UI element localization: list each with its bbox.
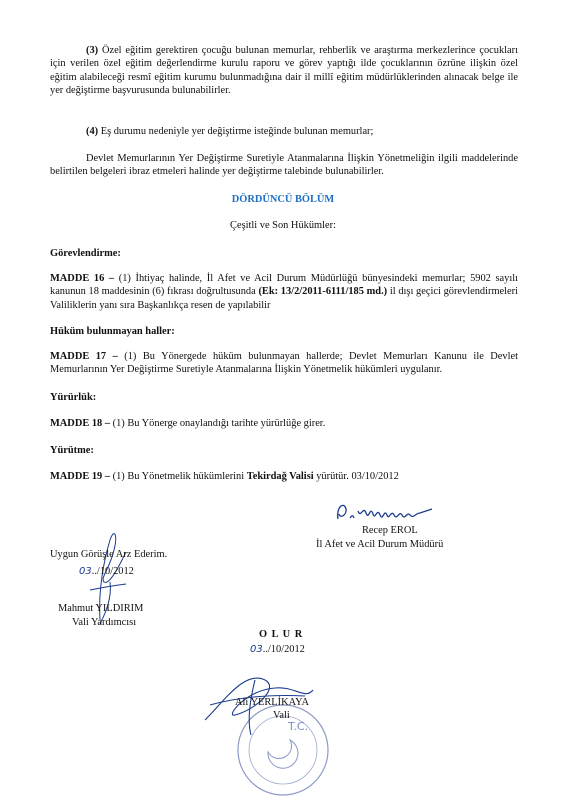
paragraph-5 — [50, 152, 518, 179]
article-16-text: (1) İhtiyaç halinde, İl Afet ve Acil Durum Müdürlüğü bünyesindeki memurlar; 5902 sayılı kanunun 18 maddesinin (6) fıkrası doğrultusunda — [50, 273, 519, 298]
para4-number: (4) — [86, 126, 99, 137]
article-18 — [50, 417, 518, 430]
yurutme-heading: Yürütme: — [50, 445, 94, 456]
paragraph-3 — [50, 44, 518, 97]
signer2-date-handwritten: 03 — [79, 566, 92, 577]
article-16 — [50, 272, 518, 312]
signer1-name: Recep EROL — [362, 525, 418, 536]
article-17-text: (1) Bu Yönergede hüküm bulunmayan hallerde; Devlet Memurları Kanunu ile Devlet Memurlarının Yer Değiştirme Suretiyle Atanmalarına İlişkin Yönetmelik hükümleri uygulanır. — [50, 351, 518, 376]
stamp-text: T.C. — [288, 720, 309, 733]
article-16-label: MADDE 16 – — [50, 273, 115, 284]
section-title: DÖRDÜNCÜ BÖLÜM — [231, 194, 335, 205]
section-subtitle: Çeşitli ve Son Hükümler: — [230, 220, 336, 231]
paragraph-4 — [50, 125, 518, 138]
hukum-heading: Hüküm bulunmayan haller: — [50, 326, 175, 337]
approval-title: Vali — [273, 710, 290, 721]
signer2-date — [79, 565, 134, 578]
approval-olur: O L U R — [259, 629, 304, 640]
article-19-text: (1) Bu Yönetmelik hükümlerini — [110, 471, 247, 482]
para3-number: (3) — [86, 45, 99, 56]
approval-date — [250, 643, 305, 656]
signer2-line1: Uygun Görüşle Arz Ederim. — [50, 549, 168, 560]
article-16-bold: (Ek: 13/2/2011-6111/185 md.) — [258, 286, 388, 298]
para4-text: Eş durumu nedeniyle yer değiştirme isteğinde bulunan memurlar; — [98, 126, 374, 137]
article-17-label: MADDE 17 – — [50, 351, 118, 362]
article-18-label: MADDE 18 – — [50, 418, 111, 429]
yururluk-heading: Yürürlük: — [50, 392, 97, 403]
signer2-date-rest: ../10/2012 — [91, 566, 134, 577]
signer2-title: Vali Yardımcısı — [72, 617, 137, 628]
article-19-text2: yürütür. 03/10/2012 — [313, 471, 399, 482]
article-19-label: MADDE 19 – — [50, 471, 111, 482]
article-17 — [50, 350, 518, 377]
approval-date-handwritten: 03 — [250, 644, 263, 655]
approval-name: Ali YERLİKAYA — [235, 697, 309, 708]
signer2-name: Mahmut YILDIRIM — [58, 603, 144, 614]
para3-text: Özel eğitim gerektiren çocuğu bulunan memurlar, rehberlik ve araştırma merkezlerince çocukları için verilen özel eğitim değerlendirme kurulu raporu ve görev yaptığı ilde çocuklarının özrüne ilişkin özel eğitim alabileceği resmî eğitim kurumu bulunmadığına dair il millî eğitim müdürlüklerinden alınacak belge ile yer değiştirme başvurusunda bulunabilirler. — [50, 45, 518, 96]
signer1-title: İl Afet ve Acil Durum Müdürü — [316, 539, 444, 550]
article-16-text2: il dışı geçici görevlendirmeleri Valiliklerin yanı sıra Başkanlıkça resen de yapılabilir — [50, 286, 519, 311]
approval-date-rest: ../10/2012 — [262, 644, 305, 655]
article-18-text: (1) Bu Yönerge onaylandığı tarihte yürürlüğe girer. — [110, 418, 326, 429]
article-19-bold: Tekirdağ Valisi — [246, 471, 314, 482]
para5-text: Devlet Memurlarının Yer Değiştirme Suretiyle Atanmalarına İlişkin Yönetmeliğin ilgili maddelerinde belirtilen belgeleri ibraz etmeleri halinde yer değiştirme talebinde bulunabilirler. — [50, 153, 518, 178]
gorevlendirme-heading: Görevlendirme: — [50, 248, 121, 259]
signature-recep-erol — [330, 497, 470, 527]
article-19 — [50, 470, 518, 483]
